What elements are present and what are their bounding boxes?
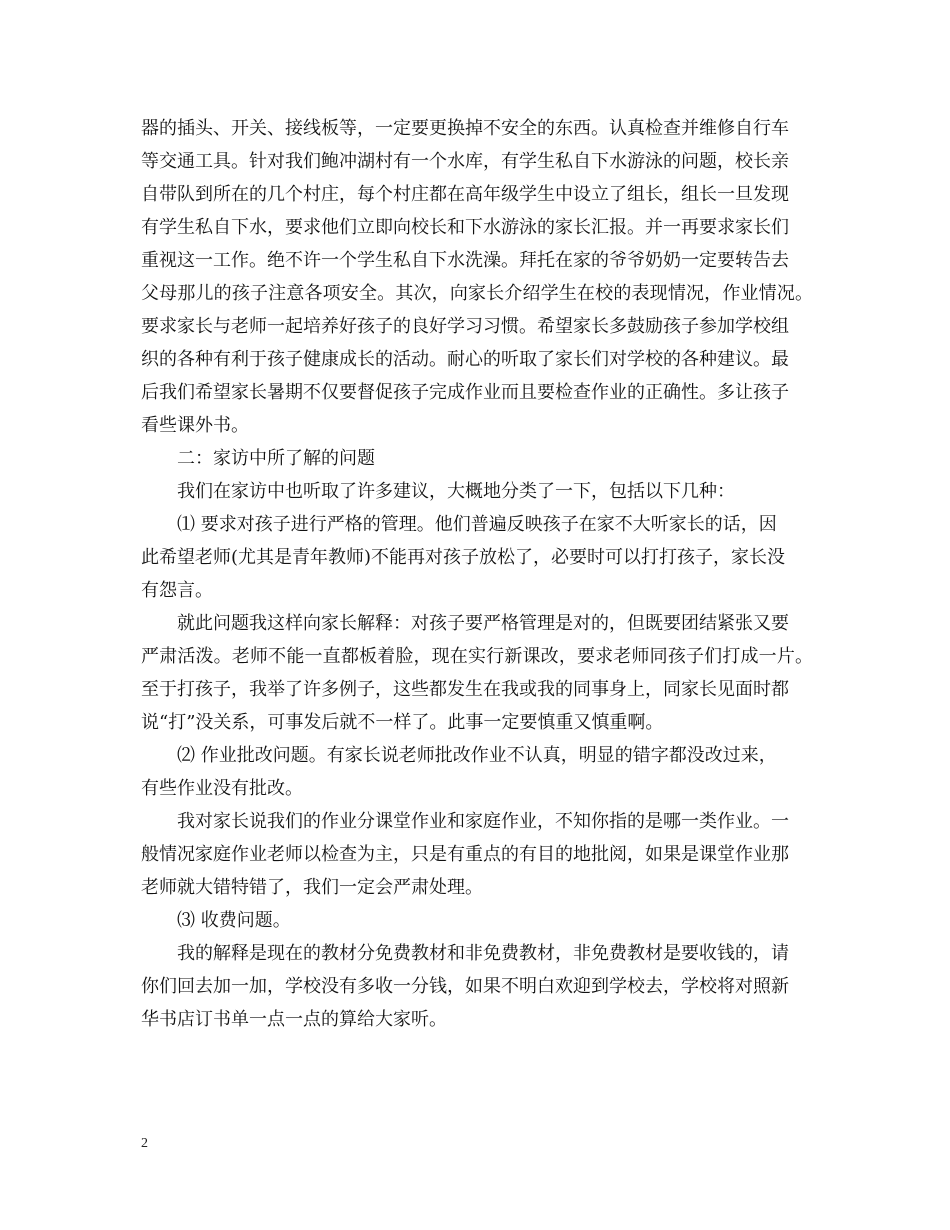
text-line: 我对家长说我们的作业分课堂作业和家庭作业，不知你指的是哪一类作业。一 [177, 811, 789, 832]
text-line: 父母那儿的孩子注意各项安全。其次，向家长介绍学生在校的表现情况，作业情况。 [141, 283, 813, 304]
text-line: 你们回去加一加，学校没有多收一分钱，如果不明白欢迎到学校去，学校将对照新 [141, 976, 789, 997]
text-line: 至于打孩子，我举了许多例子，这些都发生在我或我的同事身上，同家长见面时都 [141, 679, 789, 700]
text-line: ⑵ 作业批改问题。有家长说老师批改作业不认真，明显的错字都没改过来， [177, 745, 777, 766]
text-line: 严肃活泼。老师不能一直都板着脸，现在实行新课改，要求老师同孩子们打成一片。 [141, 646, 813, 667]
text-line: 我的解释是现在的教材分免费教材和非免费教材，非免费教材是要收钱的，请 [177, 943, 789, 964]
text-line: 要求家长与老师一起培养好孩子的良好学习习惯。希望家长多鼓励孩子参加学校组 [141, 316, 789, 337]
text-line: 等交通工具。针对我们鲍冲湖村有一个水库，有学生私自下水游泳的问题，校长亲 [141, 151, 789, 172]
text-line: 自带队到所在的几个村庄，每个村庄都在高年级学生中设立了组长，组长一旦发现 [141, 184, 789, 205]
text-line: 看些课外书。 [141, 415, 249, 436]
text-line: 华书店订书单一点一点的算给大家听。 [141, 1009, 447, 1030]
text-line: 二：家访中所了解的问题 [177, 448, 375, 469]
text-line: 有怨言。 [141, 580, 213, 601]
document-body [141, 112, 813, 1036]
text-line: 有学生私自下水，要求他们立即向校长和下水游泳的家长汇报。并一再要求家长们 [141, 217, 789, 238]
text-line: 后我们希望家长暑期不仅要督促孩子完成作业而且要检查作业的正确性。多让孩子 [141, 382, 789, 403]
text-line: 就此问题我这样向家长解释：对孩子要严格管理是对的，但既要团结紧张又要 [177, 613, 789, 634]
text-line: 老师就大错特错了，我们一定会严肃处理。 [141, 877, 483, 898]
text-line: 器的插头、开关、接线板等，一定要更换掉不安全的东西。认真检查并维修自行车 [141, 118, 789, 139]
text-line: ⑴ 要求对孩子进行严格的管理。他们普遍反映孩子在家不大听家长的话，因 [177, 514, 777, 535]
text-line: 说“打”没关系，可事发后就不一样了。此事一定要慎重又慎重啊。 [141, 712, 664, 733]
text-line: ⑶ 收费问题。 [177, 910, 291, 931]
text-line: 织的各种有利于孩子健康成长的活动。耐心的听取了家长们对学校的各种建议。最 [141, 349, 789, 370]
text-line: 有些作业没有批改。 [141, 778, 303, 799]
page-number: 2 [141, 1136, 148, 1151]
text-line: 此希望老师(尤其是青年教师)不能再对孩子放松了，必要时可以打打孩子，家长没 [141, 547, 786, 568]
text-line: 我们在家访中也听取了许多建议，大概地分类了一下，包括以下几种： [177, 481, 735, 502]
text-line: 般情况家庭作业老师以检查为主，只是有重点的有目的地批阅，如果是课堂作业那 [141, 844, 789, 865]
text-line: 重视这一工作。绝不许一个学生私自下水洗澡。拜托在家的爷爷奶奶一定要转告去 [141, 250, 789, 271]
